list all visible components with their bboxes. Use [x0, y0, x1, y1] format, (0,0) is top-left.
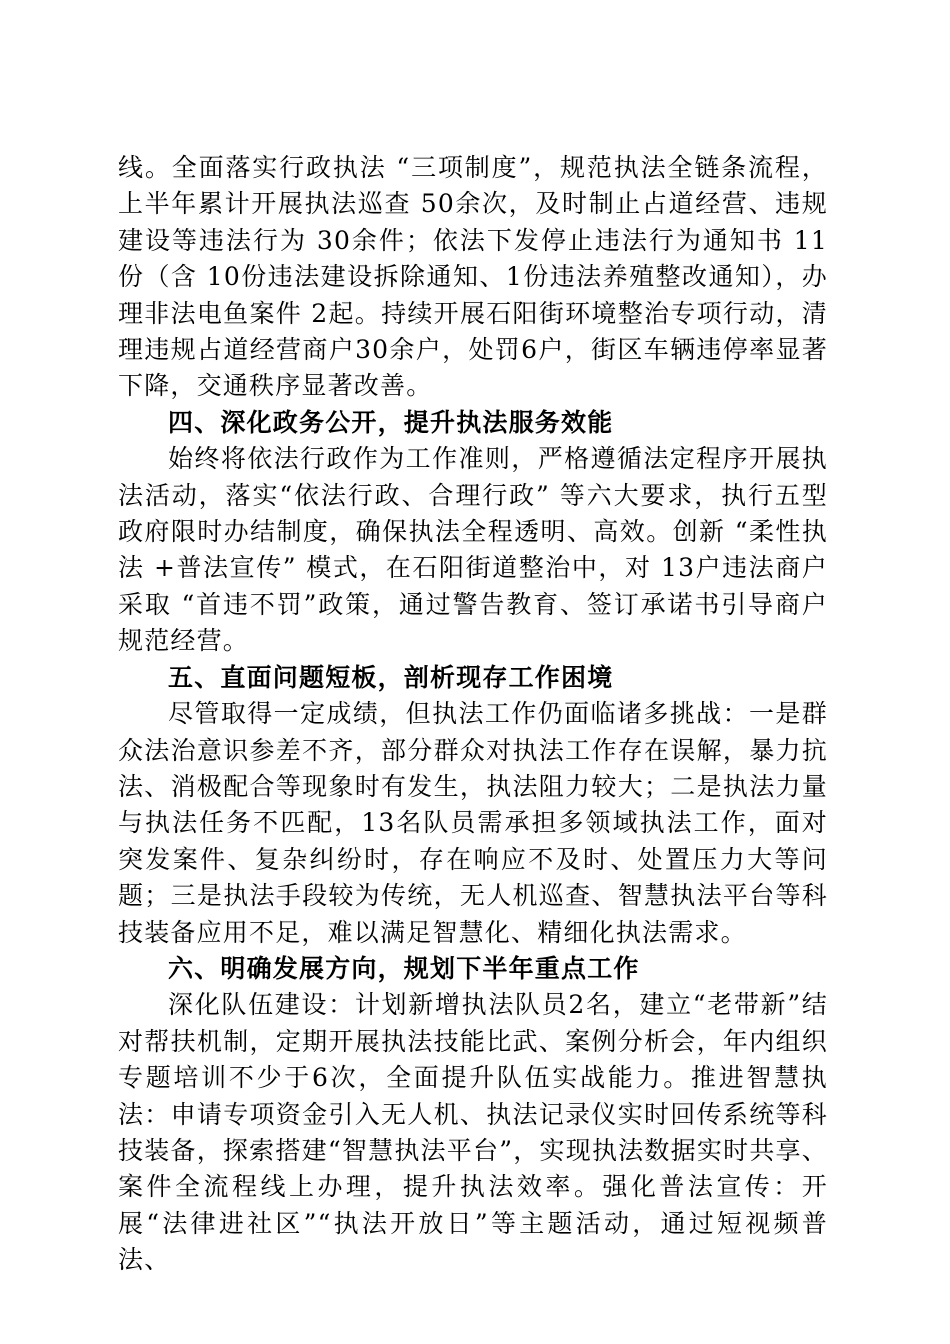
heading-section-four: 四、深化政务公开，提升执法服务效能	[168, 407, 614, 437]
paragraph-section-six: 深化队伍建设：计划新增执法队员2名，建立“老带新”结对帮扶机制，定期开展执法技能比武、案例分析会，年内组织专题培训不少于6次，全面提升队伍实战能力。推进智慧执法：申请专项资金引入无人机、执法记录仪实时回传系统等科技装备，探索搭建“智慧执法平台”，实现执法数据实时共享、案件全流程线上办理，提升执法效率。强化普法宣传：开展“法律进社区”“执法开放日”等主题活动，通过短视频普法、	[118, 990, 828, 1275]
document-body	[118, 150, 828, 1279]
paragraph-enforcement-continued: 线。全面落实行政执法 “三项制度”，规范执法全链条流程，上半年累计开展执法巡查 50余次，及时制止占道经营、违规建设等违法行为 30余件；依法下发停止违法行为通知书 11份（含 10份违法建设拆除通知、1份违法养殖整改通知），办理非法电鱼案件 2起。持续开展石阳街环境整治专项行动，清理违规占道经营商户30余户，处罚6户，街区车辆违停率显著下降，交通秩序显著改善。	[118, 153, 828, 401]
heading-section-five: 五、直面问题短板，剖析现存工作困境	[168, 662, 614, 692]
heading-section-six: 六、明确发展方向，规划下半年重点工作	[168, 953, 640, 983]
paragraph-section-five: 尽管取得一定成绩，但执法工作仍面临诸多挑战：一是群众法治意识参差不齐，部分群众对执法工作存在误解，暴力抗法、消极配合等现象时有发生，执法阻力较大；二是执法力量与执法任务不匹配，13名队员需承担多领域执法工作，面对突发案件、复杂纠纷时，存在响应不及时、处置压力大等问题；三是执法手段较为传统，无人机巡查、智慧执法平台等科技装备应用不足，难以满足智慧化、精细化执法需求。	[118, 699, 828, 947]
paragraph-section-four: 始终将依法行政作为工作准则，严格遵循法定程序开展执法活动，落实“依法行政、合理行政” 等六大要求，执行五型政府限时办结制度，确保执法全程透明、高效。创新 “柔性执法 +普法宣传” 模式，在石阳街道整治中，对 13户违法商户采取 “首违不罚”政策，通过警告教育、签订承诺书引导商户规范经营。	[118, 444, 828, 656]
